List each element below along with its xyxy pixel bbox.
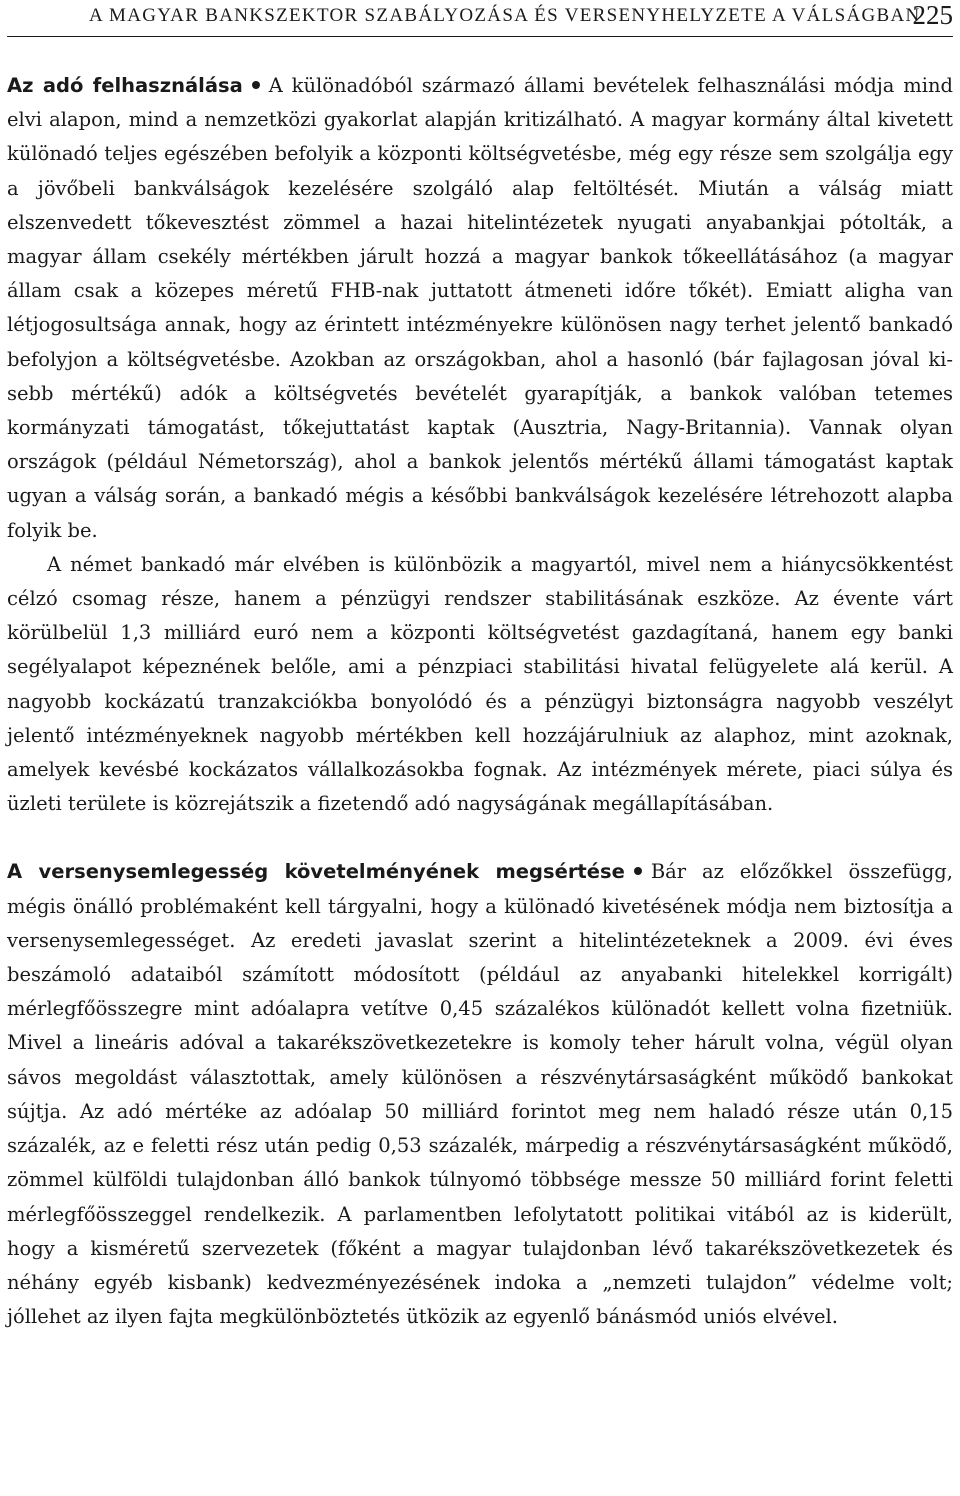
section-heading-competition-neutrality: A versenysemlegesség követelményének megsértése — [7, 860, 625, 884]
section-1-paragraph-2 — [7, 548, 953, 822]
book-page — [7, 0, 953, 1334]
paragraph-text: A német bankadó már elvében is különbözik a magyartól, mivel nem a hiánycsökkentést célzó csomag része, hanem a pénzügyi rendszer stabilitásának eszköze. Az évente várt körülbelül 1,3 milliárd euró nem a központi költségvetést gazdagítaná, hanem egy banki segélyalapot képeznének belőle, ami a pénzpiaci stabilitási hivatal felügyelete alá kerül. A nagyobb kockázatú tranzakciókba bonyolódó és a pénzügyi biztonságra nagyobb veszélyt jelentő intézményeknek nagyobb mértékben kell hozzájárulniuk az alaphoz, mint azoknak, amelyek kevésbé kockázatos vállalkozásokba fognak. Az intézmények mérete, piaci súlya és üzleti területe is közrejátszik a fizetendő adó nagyságának megállapításában. — [7, 552, 953, 816]
paragraph-text: Bár az előzőkkel összefügg, mégis önálló problémaként kell tárgyalni, hogy a különadó kivetésének módja nem biztosítja a versenysemlegességet. Az eredeti javaslat szerint a hitelintézeteknek a 2009. évi éves beszámoló adataiból számított módosított (például az anyabanki hitelekkel korrigált) mérlegfőösszegre mint adóalapra vetítve 0,45 százalékos különadót kellett volna fizetniük. Mivel a lineáris adóval a takarékszövetkezetekre is komoly teher hárult volna, végül olyan sávos megoldást választottak, amely különösen a részvénytársaságként működő bankokat sújtja. Az adó mértéke az adóalap 50 milliárd forintot meg nem haladó része után 0,15 százalék, az e feletti rész után pedig 0,53 százalék, márpedig a részvénytársaságként működő, zömmel külföldi tulajdonban álló bankok túlnyomó többsége messze 50 milliárd forint feletti mérlegfőösszeggel rendelkezik. A parlamentben lefolytatott politikai vitából az is kiderült, hogy a kisméretű szervezetek (főként a magyar tulajdonban lévő takarékszövetkezetek és néhány egyéb kisbank) kedvezményezésének indoka a „nemzeti tulajdon” védelme volt; jóllehet az ilyen fajta megkülönböztetés ütközik az egyenlő bánásmód uniós elvével. — [7, 860, 953, 1329]
section-1-paragraph-1 — [7, 69, 953, 548]
running-title: A MAGYAR BANKSZEKTOR SZABÁLYOZÁSA ÉS VERSENYHELYZETE A VÁLSÁGBAN — [89, 5, 921, 26]
section-heading-tax-use: Az adó felhasználása — [7, 74, 243, 97]
bullet-separator-icon — [634, 867, 642, 875]
page-number: 225 — [912, 0, 953, 30]
running-header — [7, 0, 953, 37]
section-2-paragraph-1 — [7, 855, 953, 1334]
bullet-separator-icon — [252, 81, 260, 89]
body-text — [7, 69, 953, 1334]
paragraph-text: A különadóból származó állami bevételek felhasználási módja mind elvi alapon, mind a nemzetközi gyakorlat alapján kritizálható. A magyar kormány által kivetett különadó teljes egészében befolyik a központi költségvetésbe, még egy része sem szolgálja egy a jövőbeli bankválságok kezelésére szolgáló alap feltöltését. Miután a válság miatt elszenvedett tőkevesztést zömmel a hazai hitelintézetek nyugati anyabankjai pótolták, a magyar állam csekély mértékben járult hozzá a magyar bankok tőkeellátásához (a magyar állam csak a közepes méretű FHB-nak juttatott átmeneti időre tőkét). Emiatt aligha van létjogosultsága annak, hogy az érintett intézményekre különösen nagy terhet jelentő bankadó befolyjon a költségvetésbe. Azokban az országokban, ahol a hasonló (bár fajlagosan jóval kisebb mértékű) adók a költségvetés bevételét gyarapítják, a bankok valóban tetemes kormányzati támogatást, tőkejuttatást kaptak (Ausztria, Nagy-Britannia). Vannak olyan országok (például Németország), ahol a bankok jelentős mértékű állami támogatást kaptak ugyan a válság során, a bankadó mégis a későbbi bankválságok kezelésére létrehozott alapba folyik be. — [7, 74, 954, 542]
